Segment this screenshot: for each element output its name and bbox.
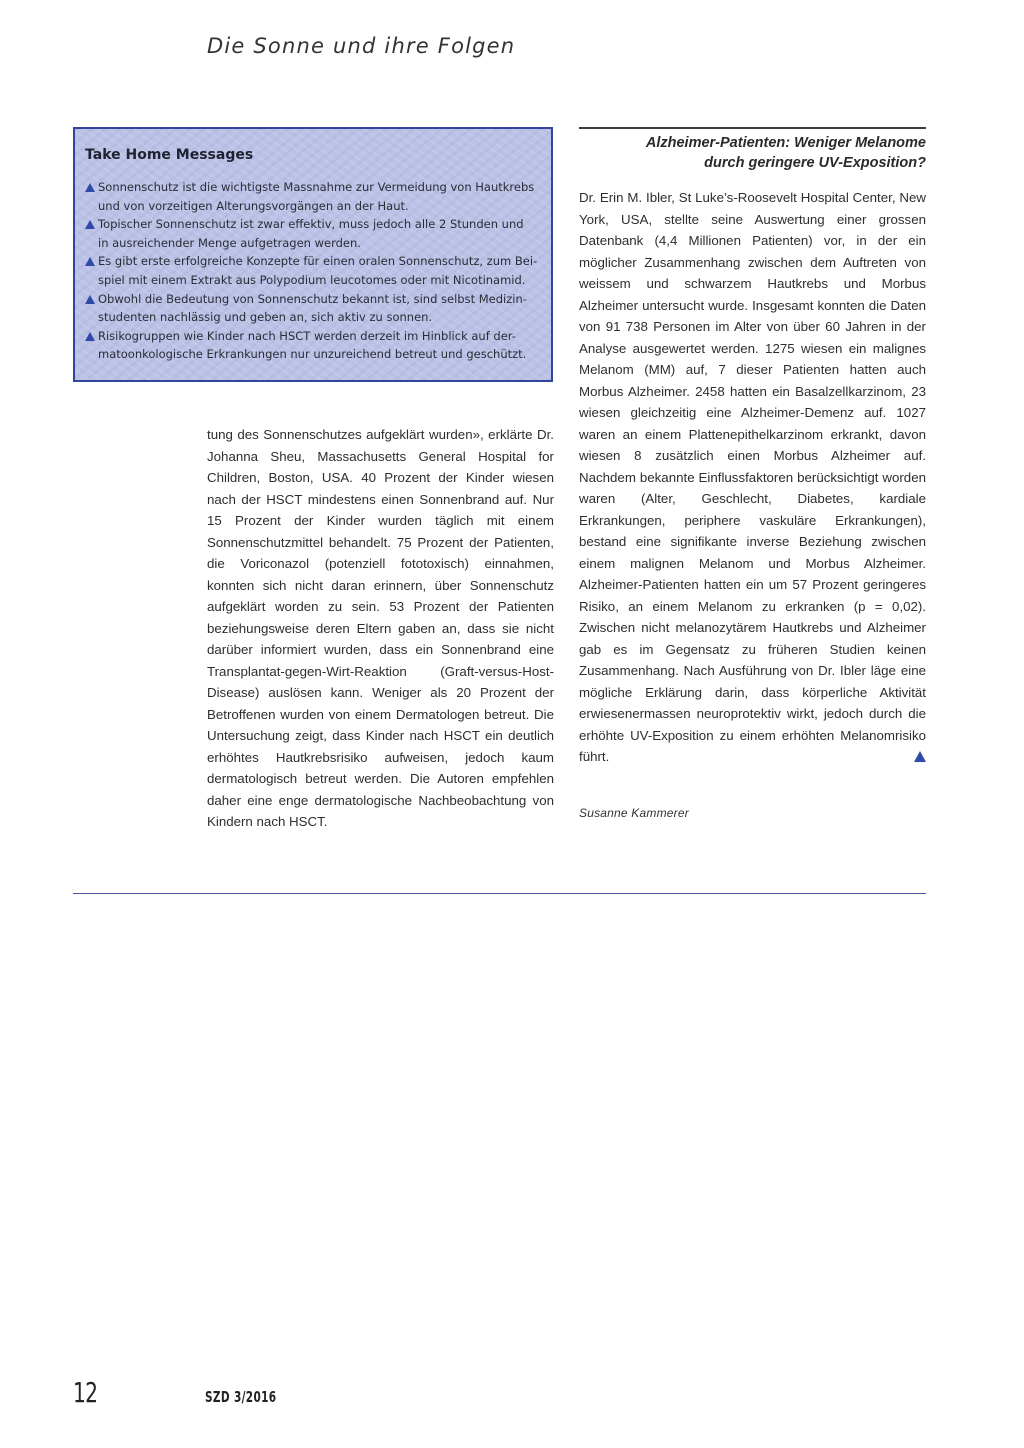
take-home-item: Obwohl die Bedeutung von Sonnenschutz bekannt ist, sind selbst Medizin- studenten nachlässig und geben an, sich aktiv zu sonnen. xyxy=(85,290,545,327)
author-name: Susanne Kammerer xyxy=(579,806,689,820)
triangle-bullet-icon xyxy=(85,257,95,266)
end-triangle-icon xyxy=(914,751,926,762)
bottom-divider xyxy=(73,893,926,894)
triangle-bullet-icon xyxy=(85,332,95,341)
page-number: 12 xyxy=(73,1376,98,1409)
take-home-item: Risikogruppen wie Kinder nach HSCT werden derzeit im Hinblick auf der- matoonkologische Erkrankungen nur unzureichend betreut und geschützt. xyxy=(85,327,545,364)
take-home-title: Take Home Messages xyxy=(85,147,254,163)
middle-column-text: tung des Sonnenschutzes aufgeklärt wurden», erklärte Dr. Johanna Sheu, Massachusetts General Hospital for Children, Boston, USA. 40 Prozent der Kinder wiesen nach der HSCT mindestens einen Sonnenbrand auf. Nur 15 Prozent der Kinder wurden täglich mit einem Sonnenschutzmittel behandelt. 75 Prozent der Patienten, die Voriconazol (potenziell fototoxisch) einnahmen, konnten sich nicht daran erinnern, über Sonnenschutz aufgeklärt worden zu sein. 53 Prozent der Patienten beziehungsweise deren Eltern gaben an, dass sie nicht darüber informiert wurden, dass ein Sonnenbrand eine Transplantat-gegen-Wirt-Reaktion (Graft-versus-Host-Disease) auslösen kann. Weniger als 20 Prozent der Betroffenen wurden von einem Dermatologen betreut. Die Untersuchung zeigt, dass Kinder nach HSCT ein deutlich erhöhtes Hautkrebsrisiko aufweisen, jedoch kaum dermatologisch betreut werden. Die Autoren empfehlen daher eine enge dermatologische Nachbeobachtung von Kindern nach HSCT. xyxy=(207,427,554,829)
right-column-rule xyxy=(579,127,926,129)
take-home-item: Sonnenschutz ist die wichtigste Massnahme zur Vermeidung von Hautkrebs und von vorzeitigen Alterungsvorgängen an der Haut. xyxy=(85,178,545,215)
middle-column xyxy=(207,424,554,833)
right-column-text: Dr. Erin M. Ibler, St Luke’s-Roosevelt Hospital Center, New York, USA, stellte seine Auswertung einer grossen Datenbank (4,4 Millionen Patienten) vor, in der ein möglicher Zusammenhang zwischen dem Auftreten von weissem und schwarzem Hautkrebs und Morbus Alzheimer untersucht wurde. Insgesamt konnten die Daten von 91 738 Personen im Alter von über 60 Jahren in der Analyse ausgewertet werden. 1275 wiesen ein malignes Melanom (MM) auf, 7 dieser Patienten hatten auch Morbus Alzheimer. 2458 hatten ein Basalzellkarzinom, 23 wiesen gleichzeitig eine Alzheimer-Demenz auf. 1027 waren an einem Plattenepithelkarzinom erkrankt, davon wiesen 8 zusätzlich einen Morbus Alzheimer auf. Nachdem bekannte Einflussfaktoren berücksichtigt worden waren (Alter, Geschlecht, Diabetes, kardiale Erkrankungen, periphere vaskuläre Erkrankungen), bestand eine signifikante inverse Beziehung zwischen einem malignen Melanom und Morbus Alzheimer. Alzheimer-Patienten hatten ein um 57 Prozent geringeres Risiko, an einem Melanom zu erkranken (p = 0,02). Zwischen nicht melanozytärem Hautkrebs und Alzheimer gab es im Gegensatz zu früheren Studien keinen Zusammenhang. Nach Ausführung von Dr. Ibler läge eine mögliche Erklärung darin, dass körperliche Aktivität erwiesenermassen neuroprotektiv wirkt, jedoch durch die erhöhte UV-Exposition zu einem erhöhten Melanomrisiko führt. xyxy=(579,190,926,764)
take-home-item: Es gibt erste erfolgreiche Konzepte für einen oralen Sonnenschutz, zum Bei- spiel mit einem Extrakt aus Polypodium leucotomes oder mit Nicotinamid. xyxy=(85,252,545,289)
triangle-bullet-icon xyxy=(85,220,95,229)
take-home-item: Topischer Sonnenschutz ist zwar effektiv, muss jedoch alle 2 Stunden und in ausreichender Menge aufgetragen werden. xyxy=(85,215,545,252)
running-title: Die Sonne und ihre Folgen xyxy=(207,34,516,58)
triangle-bullet-icon xyxy=(85,295,95,304)
take-home-messages-box xyxy=(73,127,553,382)
take-home-list xyxy=(85,178,545,364)
right-column-heading: Alzheimer-Patienten: Weniger Melanome durch geringere UV-Exposition? xyxy=(645,135,926,171)
right-column xyxy=(579,187,926,768)
triangle-bullet-icon xyxy=(85,183,95,192)
journal-issue: SZD 3/2016 xyxy=(205,1388,277,1406)
